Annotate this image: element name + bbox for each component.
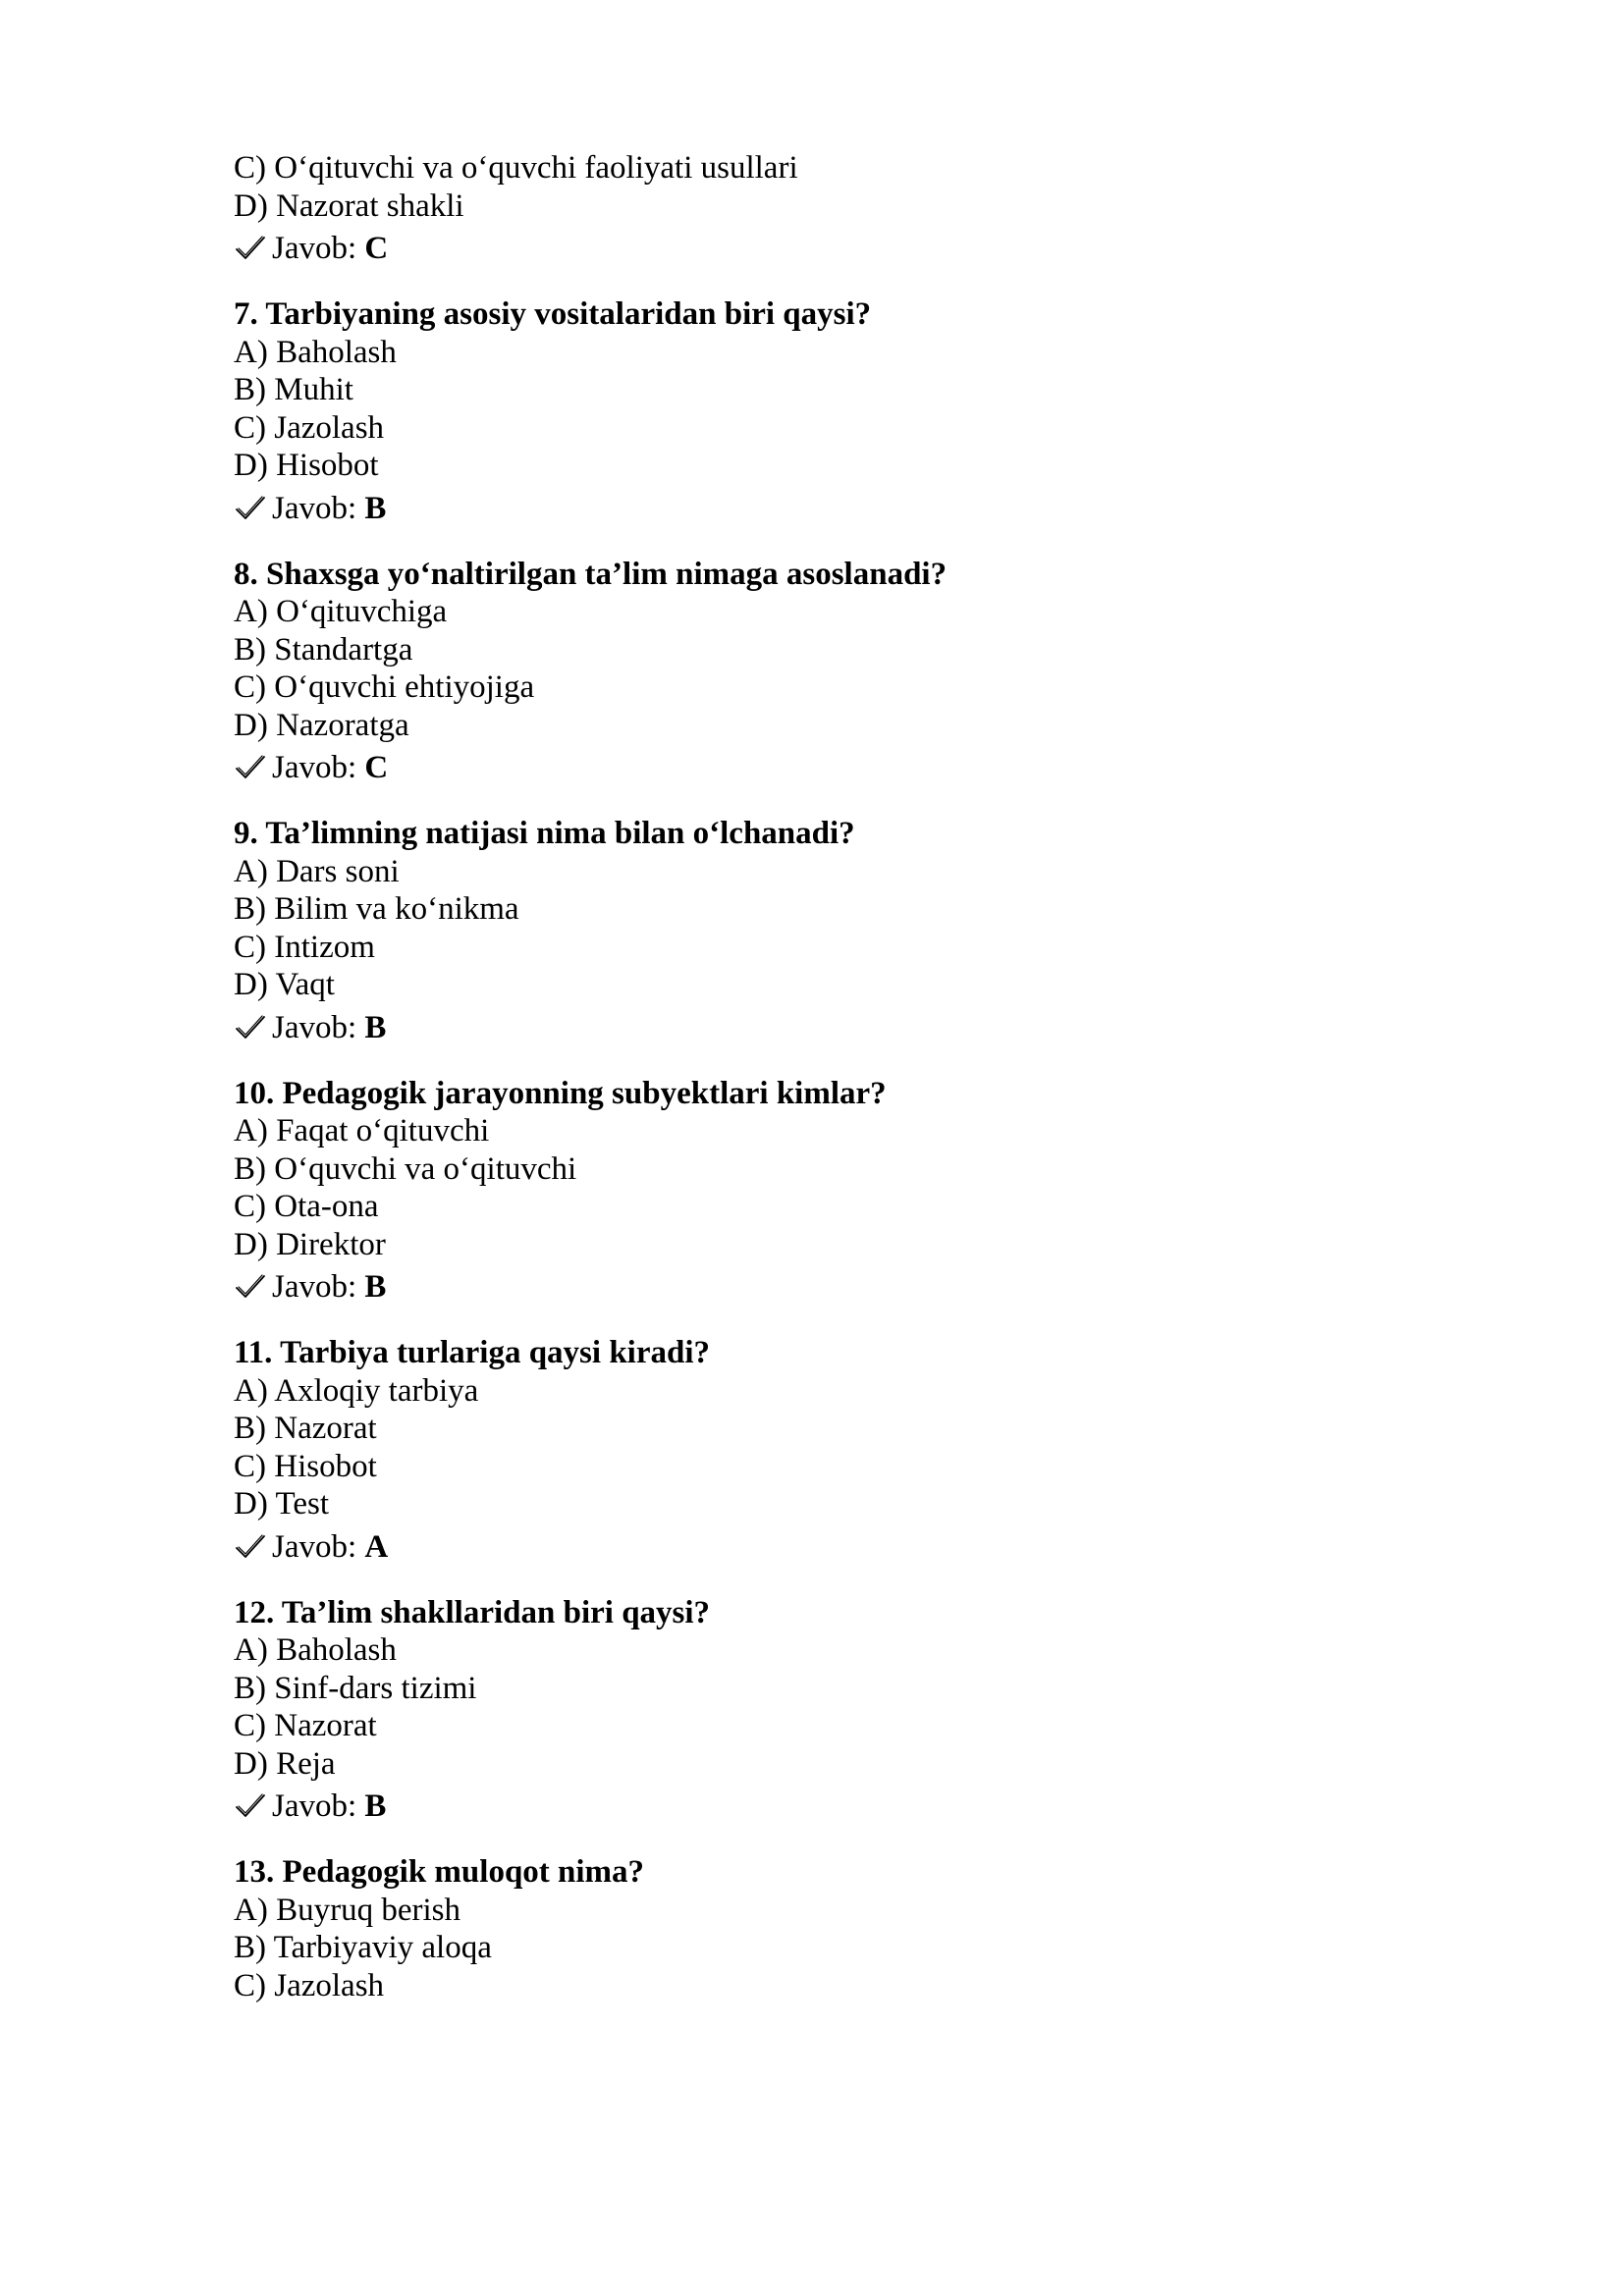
question-title: 11. Tarbiya turlariga qaysi kiradi? bbox=[234, 1335, 711, 1370]
answer-line bbox=[234, 225, 1392, 272]
question-title: 12. Ta’lim shakllaridan biri qaysi? bbox=[234, 1594, 711, 1630]
answer-letter: A bbox=[364, 1528, 389, 1565]
answer-letter: B bbox=[364, 1269, 387, 1305]
option-line: B) Nazorat bbox=[234, 1411, 377, 1446]
option-line: A) Baholash bbox=[234, 1632, 397, 1668]
answer-prefix: Javob: bbox=[272, 490, 365, 526]
option-line: C) O‘quvchi ehtiyojiga bbox=[234, 669, 535, 705]
option-line: C) O‘qituvchi va o‘quvchi faoliyati usullari bbox=[234, 150, 798, 186]
answer-line bbox=[234, 1004, 1392, 1051]
option-line: B) Bilim va ko‘nikma bbox=[234, 891, 519, 927]
option-line: B) Sinf-dars tizimi bbox=[234, 1670, 477, 1706]
option-line: D) Reja bbox=[234, 1745, 336, 1782]
option-line: A) O‘qituvchiga bbox=[234, 594, 448, 629]
answer-prefix: Javob: bbox=[272, 1009, 365, 1045]
question-title: 10. Pedagogik jarayonning subyektlari kimlar? bbox=[234, 1075, 887, 1111]
option-line: D) Nazoratga bbox=[234, 707, 409, 743]
answer-letter: C bbox=[364, 231, 389, 266]
option-line: C) Nazorat bbox=[234, 1708, 377, 1743]
option-line: C) Jazolash bbox=[234, 1967, 385, 2003]
question-title: 8. Shaxsga yo‘naltirilgan ta’lim nimaga asoslanadi? bbox=[234, 556, 947, 592]
answer-prefix: Javob: bbox=[272, 1789, 365, 1824]
question-title: 7. Tarbiyaning asosiy vositalaridan biri qaysi? bbox=[234, 296, 872, 332]
answer-prefix: Javob: bbox=[272, 1528, 365, 1565]
option-line: C) Hisobot bbox=[234, 1448, 377, 1484]
check-mark-icon bbox=[234, 1530, 267, 1564]
option-line: A) Faqat o‘qituvchi bbox=[234, 1113, 490, 1148]
option-line: B) Standartga bbox=[234, 631, 413, 667]
answer-letter: B bbox=[364, 490, 387, 526]
check-mark-icon bbox=[234, 1789, 267, 1823]
check-mark-icon bbox=[234, 492, 267, 525]
answer-line bbox=[234, 1263, 1392, 1310]
option-line: B) O‘quvchi va o‘qituvchi bbox=[234, 1150, 577, 1187]
answer-line bbox=[234, 485, 1392, 532]
option-line: C) Jazolash bbox=[234, 409, 385, 446]
option-line: A) Axloqiy tarbiya bbox=[234, 1372, 479, 1409]
question-title: 13. Pedagogik muloqot nima? bbox=[234, 1854, 645, 1890]
answer-prefix: Javob: bbox=[272, 750, 365, 785]
option-line: B) Muhit bbox=[234, 372, 353, 407]
check-mark-icon bbox=[234, 1270, 267, 1304]
answer-letter: C bbox=[364, 750, 389, 785]
option-line: A) Buyruq berish bbox=[234, 1892, 460, 1928]
option-line: D) Nazorat shakli bbox=[234, 187, 464, 224]
answer-prefix: Javob: bbox=[272, 1269, 365, 1305]
check-mark-icon bbox=[234, 751, 267, 784]
option-line: D) Vaqt bbox=[234, 967, 335, 1002]
answer-letter: B bbox=[364, 1789, 387, 1824]
option-line: D) Hisobot bbox=[234, 448, 379, 483]
quiz-content bbox=[234, 149, 1392, 2004]
option-line: A) Dars soni bbox=[234, 853, 400, 889]
option-line: A) Baholash bbox=[234, 334, 397, 370]
answer-prefix: Javob: bbox=[272, 231, 365, 266]
option-line: B) Tarbiyaviy aloqa bbox=[234, 1930, 492, 1965]
answer-letter: B bbox=[364, 1009, 387, 1045]
answer-line bbox=[234, 1523, 1392, 1571]
option-line: D) Test bbox=[234, 1486, 329, 1522]
question-title: 9. Ta’limning natijasi nima bilan o‘lchanadi? bbox=[234, 816, 855, 851]
answer-line bbox=[234, 744, 1392, 791]
check-mark-icon bbox=[234, 232, 267, 265]
answer-line bbox=[234, 1783, 1392, 1830]
option-line: D) Direktor bbox=[234, 1226, 386, 1262]
option-line: C) Ota-ona bbox=[234, 1189, 379, 1224]
option-line: C) Intizom bbox=[234, 929, 375, 965]
check-mark-icon bbox=[234, 1011, 267, 1044]
